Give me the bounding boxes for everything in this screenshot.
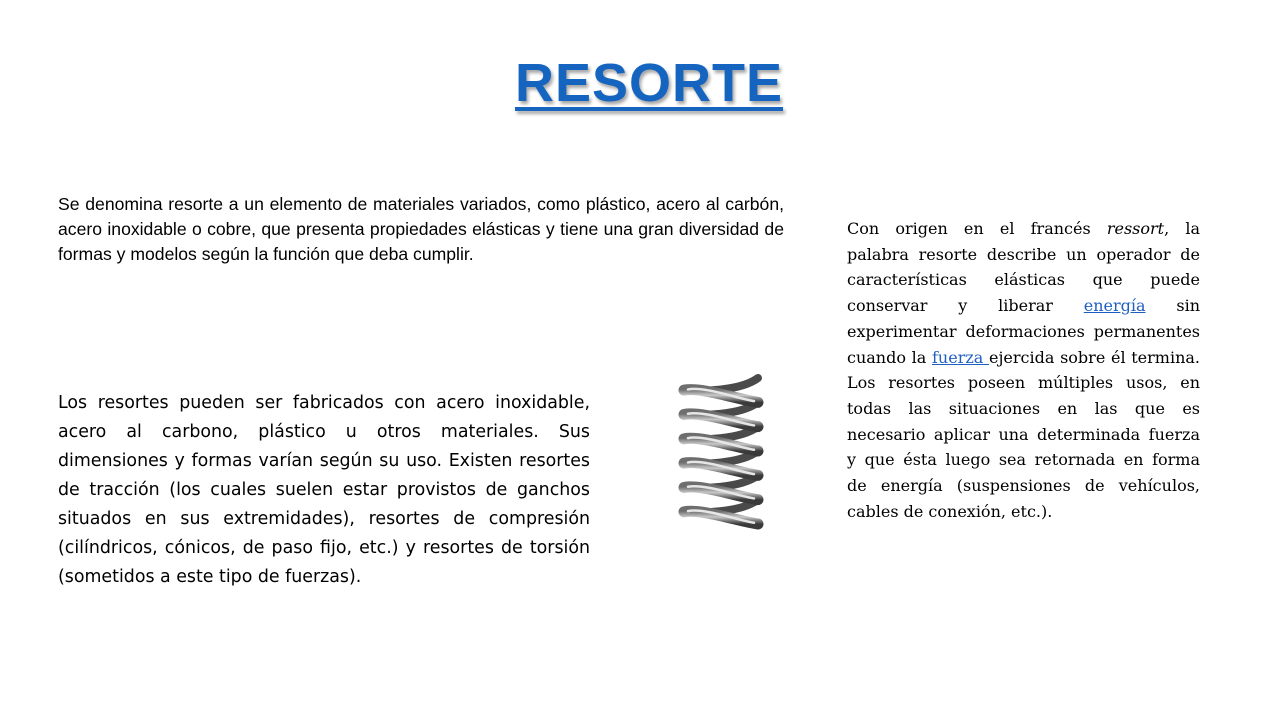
origin-text-4: ejercida sobre él termina. Los resortes poseen múltiples usos, en todas las situaciones en las que es necesario aplicar una determinada fuerza y que ésta luego sea retornada en forma de energía (suspensiones de vehículos, cables de conexión, etc.). <box>847 347 1200 521</box>
slide-title-text: RESORTE <box>514 53 784 113</box>
origin-text-2: , la palabra resorte describe un operador de características elásticas que puede conservar y liberar <box>847 219 1201 316</box>
force-link[interactable]: fuerza <box>932 347 989 367</box>
coil-spring-icon <box>670 364 770 536</box>
origin-word-ressort: ressort <box>1106 219 1165 238</box>
origin-text-1: Con origen en el francés <box>847 219 1107 238</box>
slide-title <box>0 52 1280 114</box>
origin-text-3: sin experimentar deformaciones permanentes cuando la <box>847 296 1201 367</box>
definition-paragraph: Se denomina resorte a un elemento de materiales variados, como plástico, acero al carbón, acero inoxidable o cobre, que presenta propiedades elásticas y tiene una gran diversidad de formas y modelos según la función que deba cumplir. <box>58 194 784 264</box>
origin-paragraph <box>847 216 1200 524</box>
energy-link[interactable]: energía <box>1083 296 1146 316</box>
types-paragraph: Los resortes pueden ser fabricados con acero inoxidable, acero al carbono, plástico u otros materiales. Sus dimensiones y formas varían según su uso. Existen resortes de tracción (los cuales suelen estar provistos de ganchos situados en sus extremidades), resortes de compresión (cilíndricos, cónicos, de paso fijo, etc.) y resortes de torsión (sometidos a este tipo de fuerzas). <box>58 393 590 587</box>
